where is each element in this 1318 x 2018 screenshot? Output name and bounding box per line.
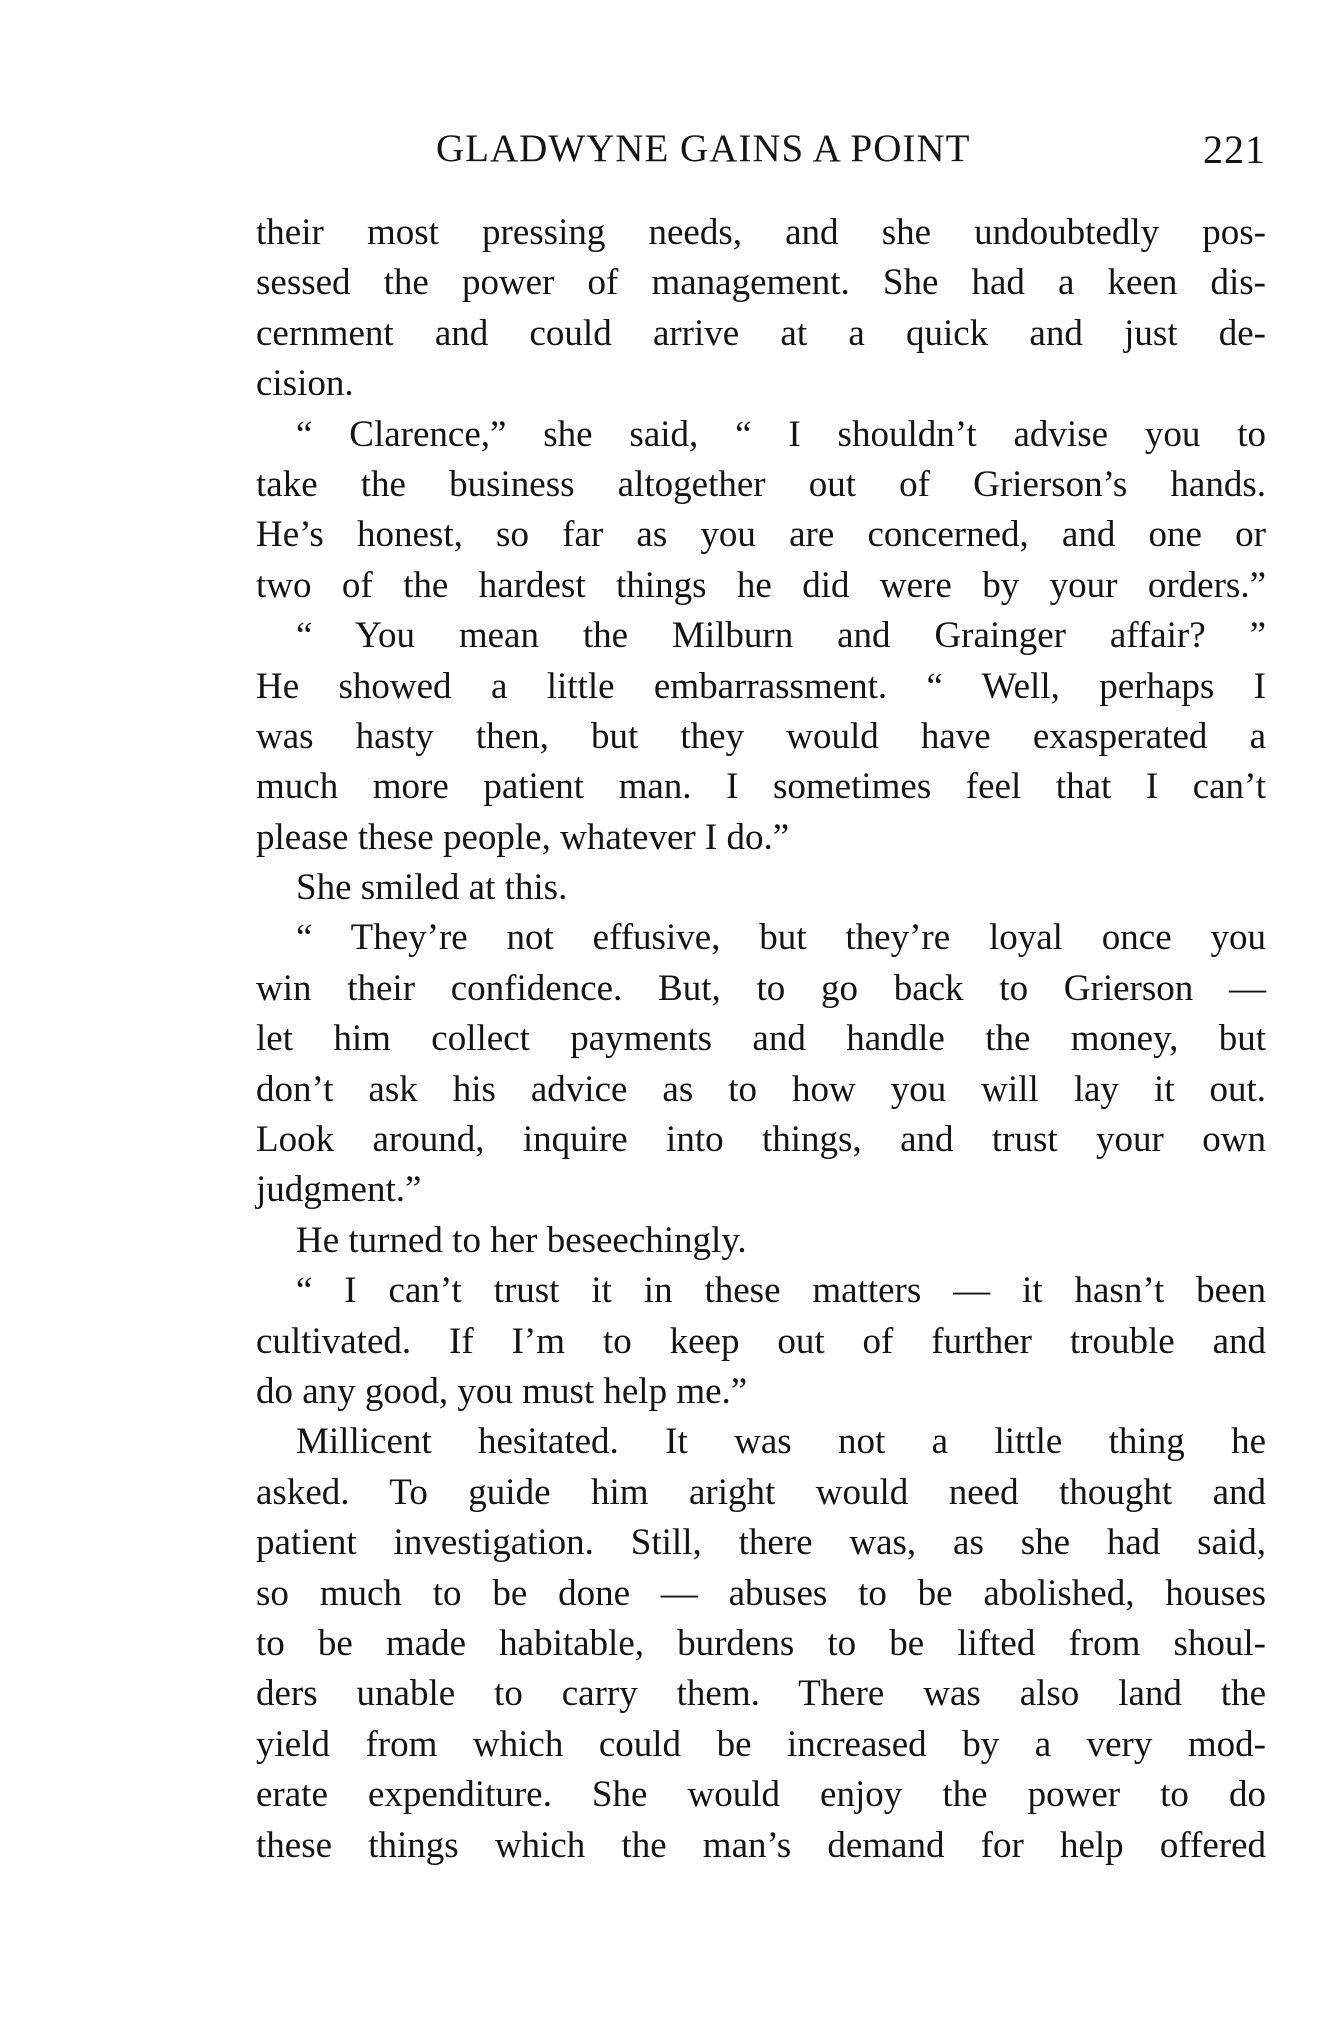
- text-line: “ You mean the Milburn and Grainger affair? ”: [296, 615, 1266, 657]
- text-line: please these people, whatever I do.”: [256, 816, 790, 858]
- text-line: cernment and could arrive at a quick and just de-: [256, 312, 1266, 354]
- text-line: win their confidence. But, to go back to Grierson —: [256, 967, 1266, 1009]
- text-line: their most pressing needs, and she undoubtedly pos-: [256, 212, 1266, 253]
- text-line: judgment.”: [256, 1169, 422, 1211]
- text-line: cultivated. If I’m to keep out of further trouble and: [256, 1320, 1266, 1362]
- text-line: “ They’re not effusive, but they’re loyal once you: [296, 917, 1266, 959]
- text-line: Millicent hesitated. It was not a little thing he: [296, 1421, 1266, 1463]
- text-line: He showed a little embarrassment. “ Well, perhaps I: [256, 665, 1266, 707]
- text-line: yield from which could be increased by a very mod-: [256, 1723, 1266, 1765]
- text-line: much more patient man. I sometimes feel that I can’t: [256, 766, 1266, 808]
- text-line: erate expenditure. She would enjoy the power to do: [256, 1774, 1266, 1816]
- text-line: ders unable to carry them. There was also land the: [256, 1673, 1266, 1715]
- text-line: don’t ask his advice as to how you will lay it out.: [256, 1068, 1266, 1110]
- text-line: two of the hardest things he did were by your orders.”: [256, 564, 1266, 606]
- body-text: [256, 208, 1266, 1871]
- text-line: patient investigation. Still, there was, as she had said,: [256, 1522, 1266, 1564]
- text-line: let him collect payments and handle the money, but: [256, 1018, 1266, 1060]
- text-line: these things which the man’s demand for help offered: [256, 1824, 1266, 1866]
- text-line: He’s honest, so far as you are concerned, and one or: [256, 514, 1266, 556]
- text-line: “ I can’t trust it in these matters — it hasn’t been: [296, 1270, 1266, 1312]
- text-line: cision.: [256, 363, 354, 405]
- page-header: [256, 126, 1266, 178]
- running-head: GLADWYNE GAINS A POINT: [436, 127, 971, 170]
- text-line: do any good, you must help me.”: [256, 1370, 748, 1412]
- text-line: so much to be done — abuses to be abolished, houses: [256, 1572, 1266, 1614]
- text-line: sessed the power of management. She had a keen dis-: [256, 262, 1266, 304]
- text-line: to be made habitable, burdens to be lifted from shoul-: [256, 1622, 1266, 1664]
- text-line: “ Clarence,” she said, “ I shouldn’t advise you to: [296, 413, 1266, 455]
- text-line: was hasty then, but they would have exasperated a: [256, 715, 1266, 757]
- text-line: take the business altogether out of Grierson’s hands.: [256, 463, 1266, 505]
- text-line: asked. To guide him aright would need thought and: [256, 1471, 1266, 1513]
- text-line: She smiled at this.: [296, 867, 568, 909]
- page-number: 221: [1203, 127, 1266, 172]
- text-line: He turned to her beseechingly.: [296, 1219, 747, 1261]
- text-line: Look around, inquire into things, and trust your own: [256, 1119, 1266, 1161]
